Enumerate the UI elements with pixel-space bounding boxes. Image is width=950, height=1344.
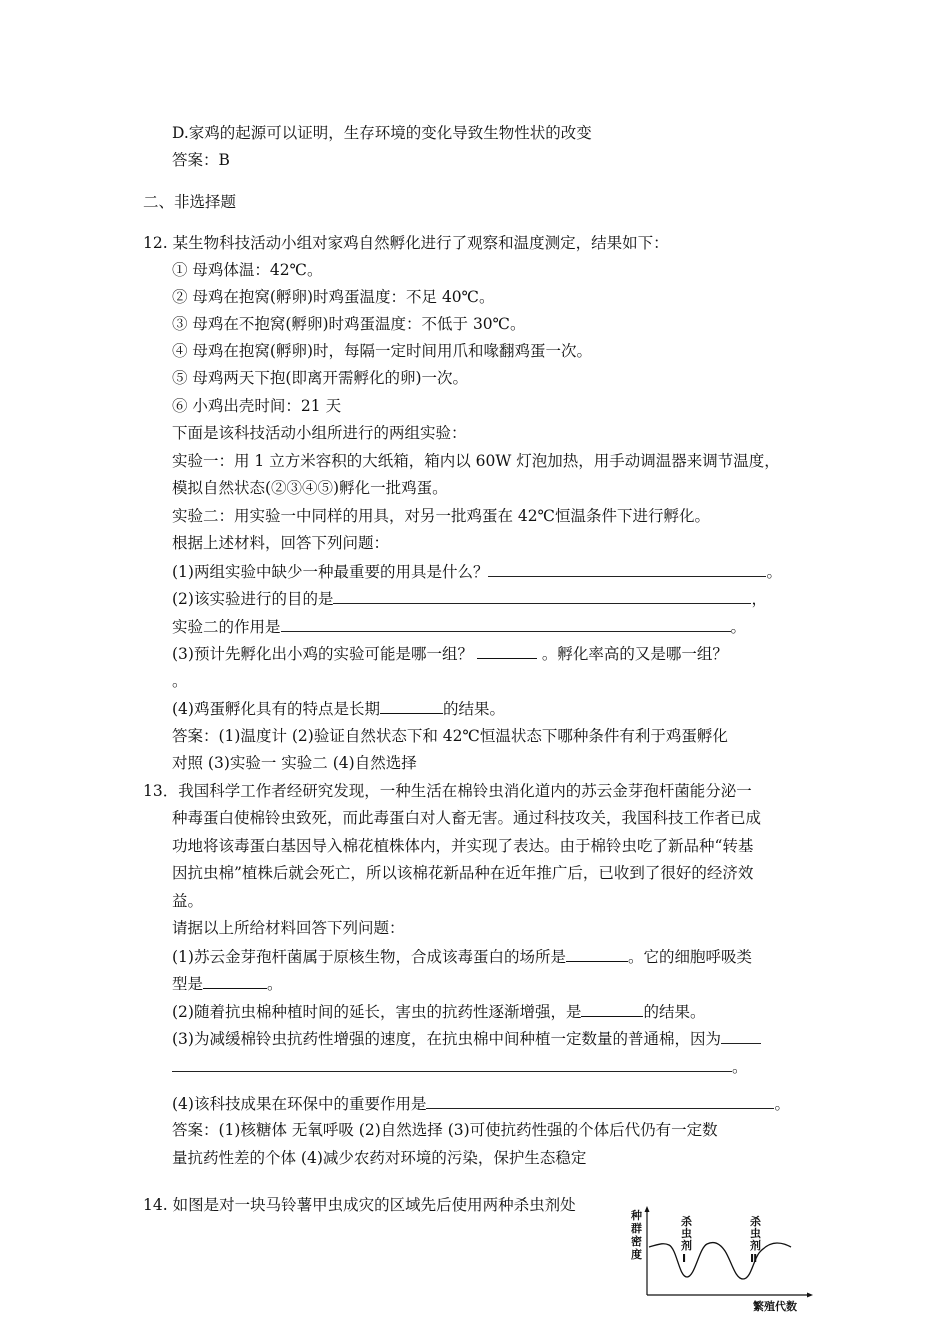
q12-observation-3: ③ 母鸡在不抱窝(孵卵)时鸡蛋温度：不低于 30℃。 [172, 315, 526, 333]
q13-stem-1: 13．我国科学工作者经研究发现，一种生活在棉铃虫消化道内的苏云金芽孢杆菌能分泌一 [143, 782, 752, 800]
q13-part-3 [172, 1028, 761, 1048]
q12-ask: 根据上述材料，回答下列问题： [172, 534, 390, 552]
q13-part-4-text: (4)该科技成果在环保中的重要作用是 [172, 1095, 427, 1113]
q13-part-3-text: (3)为减缓棉铃虫抗药性增强的速度，在抗虫棉中间种植一定数量的普通棉，因为 [172, 1030, 721, 1048]
q12-part-2b-blank[interactable] [281, 616, 731, 632]
pesticide-2-char-2: 虫 [750, 1227, 761, 1240]
q12-part-1-end: 。 [766, 563, 782, 581]
q12-intro: 下面是该科技活动小组所进行的两组实验： [172, 424, 467, 442]
q12-experiment-2: 实验二：用实验一中同样的用具，对另一批鸡蛋在 42℃恒温条件下进行孵化。 [172, 507, 710, 525]
q13-part-2-end: 的结果。 [643, 1003, 706, 1021]
q12-part-3-blank[interactable] [477, 643, 537, 659]
q12-observation-1: ① 母鸡体温：42℃。 [172, 261, 323, 279]
pesticide-1-char-3: 剂 [681, 1239, 692, 1252]
q12-part-2-end: ， [751, 590, 767, 608]
q12-observation-6: ⑥ 小鸡出壳时间：21 天 [172, 397, 342, 415]
y-axis-arrow [645, 1206, 650, 1212]
q12-observation-4: ④ 母鸡在抱窝(孵卵)时，每隔一定时间用爪和喙翻鸡蛋一次。 [172, 342, 593, 360]
pesticide-2-char-3: 剂 [750, 1239, 761, 1252]
q12-part-2 [172, 588, 767, 608]
q13-answer-cont: 量抗药性差的个体 (4)减少农药对环境的污染，保护生态稳定 [172, 1149, 587, 1167]
q13-part-2-text: (2)随着抗虫棉种植时间的延长，害虫的抗药性逐渐增强，是 [172, 1003, 582, 1021]
section-title: 二、非选择题 [143, 193, 237, 211]
q12-answer: 答案：(1)温度计 (2)验证自然状态下和 42℃恒温状态下哪种条件有利于鸡蛋孵化 [172, 727, 728, 745]
q12-experiment-1-cont: 模拟自然状态(②③④⑤)孵化一批鸡蛋。 [172, 479, 448, 497]
q12-observation-5: ⑤ 母鸡两天下抱(即离开需孵化的卵)一次。 [172, 369, 469, 387]
q13-part-1-mid: 。它的细胞呼吸类 [627, 948, 752, 966]
q12-part-4-blank[interactable] [380, 698, 443, 714]
q12-part-1 [172, 561, 782, 581]
q12-part-3-mid: 。孵化率高的又是哪一组？ [536, 645, 728, 663]
q13-stem-4: 因抗虫棉”植株后就会死亡，所以该棉花新品种在近年推广后，已收到了很好的经济效 [172, 864, 754, 882]
population-density-figure [625, 1205, 815, 1315]
q13-part-2 [172, 1001, 705, 1021]
q12-answer-cont: 对照 (3)实验一 实验二 (4)自然选择 [172, 754, 417, 772]
q13-part-4 [172, 1093, 790, 1113]
q13-part-3-blank-cont[interactable] [172, 1056, 732, 1072]
q12-part-2-blank[interactable] [333, 588, 751, 604]
q13-part-3-end: 。 [732, 1058, 748, 1076]
option-d: D.家鸡的起源可以证明，生存环境的变化导致生物性状的改变 [172, 124, 592, 142]
q13-part-4-end: 。 [774, 1095, 790, 1113]
pesticide-1-char-2: 虫 [681, 1227, 692, 1240]
q14-stem: 14. 如图是对一块马铃薯甲虫成灾的区域先后使用两种杀虫剂处 [143, 1196, 576, 1214]
pesticide-2-char-4: Ⅱ [750, 1252, 758, 1265]
q13-part-1b-blank[interactable] [203, 973, 267, 989]
q12-part-2-text: (2)该实验进行的目的是 [172, 590, 334, 608]
q12-part-4-end: 的结果。 [442, 700, 505, 718]
q12-part-4-text: (4)鸡蛋孵化具有的特点是长期 [172, 700, 380, 718]
q12-part-3-text: (3)预计先孵化出小鸡的实验可能是哪一组？ [172, 645, 473, 663]
x-axis-arrow [807, 1293, 813, 1298]
y-label-char-3: 密 [631, 1235, 642, 1248]
y-label-char-2: 群 [631, 1222, 642, 1235]
q13-part-1-text: (1)苏云金芽孢杆菌属于原核生物，合成该毒蛋白的场所是 [172, 948, 566, 966]
q13-part-1b [172, 973, 283, 993]
q12-observation-2: ② 母鸡在抱窝(孵卵)时鸡蛋温度：不足 40℃。 [172, 288, 495, 306]
q13-part-3-blank[interactable] [721, 1028, 761, 1044]
q12-part-2b-end: 。 [730, 618, 747, 636]
q13-stem-2: 种毒蛋白使棉铃虫致死，而此毒蛋白对人畜无害。通过科技攻关，我国科技工作者已成 [172, 809, 762, 827]
q13-part-1b-end: 。 [267, 975, 283, 993]
q13-part-2-blank[interactable] [581, 1001, 643, 1017]
pesticide-1-char-1: 杀 [681, 1215, 692, 1228]
q13-stem-3: 功地将该毒蛋白基因导入棉花植株体内，并实现了表达。由于棉铃虫吃了新品种“转基 [172, 837, 754, 855]
q12-part-4 [172, 698, 505, 718]
q13-part-4-blank[interactable] [426, 1093, 774, 1109]
q13-part-1-blank[interactable] [566, 946, 628, 962]
q12-part-3 [172, 643, 728, 663]
answer-11: 答案：B [172, 151, 230, 169]
population-curve [649, 1243, 791, 1279]
q13-part-3-cont [172, 1056, 748, 1076]
q12-part-1-text: (1)两组实验中缺少一种最重要的用具是什么？ [172, 563, 489, 581]
q12-part-2b-text: 实验二的作用是 [172, 618, 281, 636]
q12-part-3-end: 。 [172, 672, 188, 690]
q12-part-2b [172, 616, 746, 636]
q12-part-1-blank[interactable] [488, 561, 766, 577]
q13-answer: 答案：(1)核糖体 无氧呼吸 (2)自然选择 (3)可使抗药性强的个体后代仍有一定数 [172, 1121, 718, 1139]
q13-stem-5: 益。 [172, 892, 204, 910]
y-label-char-4: 度 [631, 1248, 642, 1261]
pesticide-2-char-1: 杀 [750, 1215, 761, 1228]
q13-ask: 请据以上所给材料回答下列问题： [172, 919, 405, 937]
q12-stem: 12. 某生物科技活动小组对家鸡自然孵化进行了观察和温度测定，结果如下： [143, 234, 669, 252]
x-axis-label: 繁殖代数 [753, 1300, 797, 1313]
y-label-char-1: 种 [631, 1209, 642, 1222]
q13-part-1b-text: 型是 [172, 975, 204, 993]
q12-experiment-1: 实验一：用 1 立方米容积的大纸箱，箱内以 60W 灯泡加热，用手动调温器来调节温度， [172, 452, 780, 470]
pesticide-1-char-4: Ⅰ [682, 1252, 687, 1265]
q13-part-1 [172, 946, 752, 966]
